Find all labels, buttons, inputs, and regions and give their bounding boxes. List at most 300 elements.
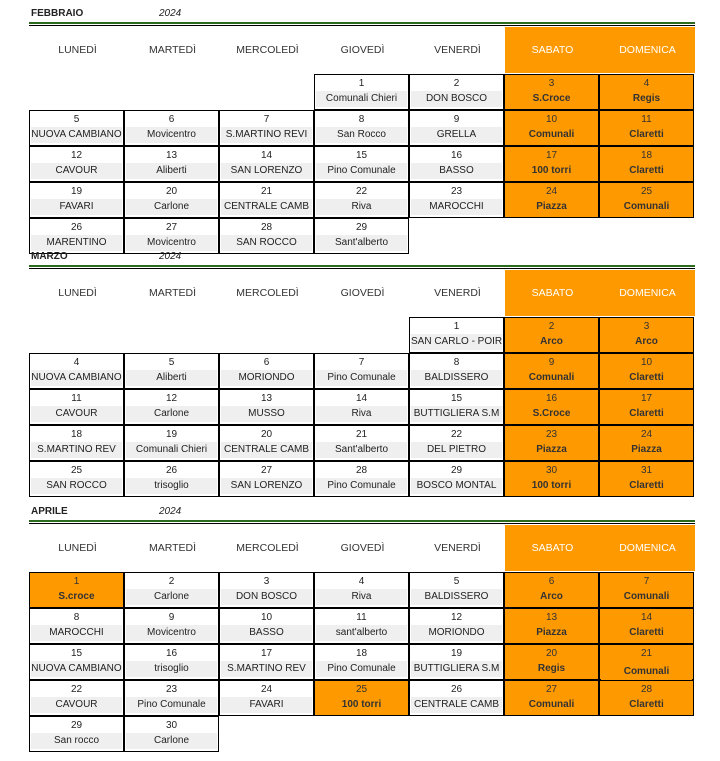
day-cell [314, 146, 409, 182]
day-cell [504, 425, 599, 461]
day-cell [599, 182, 694, 218]
day-number: 13 [260, 393, 273, 404]
day-number: 16 [165, 648, 178, 659]
day-cell [409, 74, 504, 110]
weekday-header: LUNEDÌ [58, 44, 97, 56]
day-cell [599, 74, 694, 110]
day-assignment: Claretti [601, 625, 692, 641]
day-assignment: SAN LORENZO [221, 163, 312, 179]
day-assignment: trisoglio [126, 661, 217, 677]
day-number: 13 [545, 612, 558, 623]
day-cell [409, 353, 504, 389]
day-cell [219, 425, 314, 461]
day-number: 29 [70, 720, 83, 731]
day-number: 21 [640, 648, 653, 659]
day-cell [29, 716, 124, 752]
day-number: 10 [260, 612, 273, 623]
day-assignment: CAVOUR [31, 697, 122, 713]
day-assignment: CENTRALE CAMB [221, 442, 312, 458]
day-assignment: DEL PIETRO [411, 442, 502, 458]
day-cell [314, 218, 409, 254]
day-assignment: Claretti [601, 163, 692, 179]
day-assignment: Aliberti [126, 163, 217, 179]
weekday-header: SABATO [505, 270, 600, 316]
day-number: 6 [263, 357, 270, 368]
day-number: 23 [450, 186, 463, 197]
weekday-header: MARTEDÌ [148, 287, 197, 299]
day-cell [29, 608, 124, 644]
day-cell [599, 644, 694, 680]
day-number: 14 [355, 393, 368, 404]
day-assignment: S.croce [31, 589, 122, 605]
weekday-header: GIOVEDÌ [340, 542, 385, 554]
day-number: 13 [165, 150, 178, 161]
day-number: 18 [70, 429, 83, 440]
day-assignment: Comunali [506, 127, 597, 143]
day-number: 28 [355, 465, 368, 476]
day-cell [504, 608, 599, 644]
day-cell [599, 353, 694, 389]
day-number: 2 [168, 576, 175, 587]
day-cell [504, 644, 599, 680]
day-assignment: Carlone [126, 199, 217, 215]
day-number: 12 [450, 612, 463, 623]
day-cell [29, 389, 124, 425]
day-assignment: Carlone [126, 589, 217, 605]
day-assignment: BASSO [221, 625, 312, 641]
day-assignment: CAVOUR [31, 406, 122, 422]
day-number: 6 [548, 576, 555, 587]
day-assignment: S.MARTINO REV [221, 661, 312, 677]
day-assignment: Regis [601, 91, 692, 107]
month-block-aprile [0, 506, 720, 746]
day-assignment: BOSCO MONTAL [411, 478, 502, 494]
day-assignment: Comunali [506, 697, 597, 713]
day-assignment: Regis [506, 661, 597, 677]
day-number: 9 [453, 114, 460, 125]
day-cell [504, 353, 599, 389]
day-number: 9 [168, 612, 175, 623]
day-number: 26 [165, 465, 178, 476]
day-assignment: MUSSO [221, 406, 312, 422]
day-assignment: Sant'alberto [316, 235, 407, 251]
day-cell [314, 608, 409, 644]
month-title: APRILE [31, 506, 68, 517]
day-number: 27 [260, 465, 273, 476]
day-cell [219, 572, 314, 608]
day-cell [409, 182, 504, 218]
day-assignment: Riva [316, 589, 407, 605]
day-cell [124, 425, 219, 461]
day-number: 10 [640, 357, 653, 368]
header-rule [29, 265, 695, 267]
weekday-header: MARTEDÌ [148, 542, 197, 554]
day-number: 16 [545, 393, 558, 404]
day-cell [124, 644, 219, 680]
day-number: 3 [548, 78, 555, 89]
day-number: 18 [640, 150, 653, 161]
day-number: 24 [260, 684, 273, 695]
day-cell [219, 182, 314, 218]
day-number: 29 [355, 222, 368, 233]
day-cell [504, 74, 599, 110]
day-number: 1 [73, 576, 80, 587]
day-number: 11 [71, 393, 82, 404]
day-number: 7 [358, 357, 365, 368]
day-number: 2 [453, 78, 460, 89]
day-assignment: SAN ROCCO [31, 478, 122, 494]
day-number: 3 [643, 321, 650, 332]
day-cell [599, 146, 694, 182]
day-number: 20 [545, 648, 558, 659]
day-number: 16 [450, 150, 463, 161]
day-cell [409, 644, 504, 680]
day-number: 29 [450, 465, 463, 476]
day-cell [599, 389, 694, 425]
day-assignment: SAN LORENZO [221, 478, 312, 494]
day-cell [124, 680, 219, 716]
day-number: 23 [165, 684, 178, 695]
day-cell [504, 182, 599, 218]
weekday-header: DOMENICA [600, 525, 695, 571]
day-cell [29, 218, 124, 254]
day-assignment: Comunali [601, 589, 692, 605]
weekday-header: SABATO [505, 27, 600, 73]
day-number: 26 [70, 222, 83, 233]
day-number: 17 [640, 393, 653, 404]
day-number: 26 [450, 684, 463, 695]
day-number: 15 [355, 150, 368, 161]
weekday-header: LUNEDÌ [58, 287, 97, 299]
day-number: 17 [545, 150, 558, 161]
day-assignment: S.MARTINO REV [31, 442, 122, 458]
day-cell [219, 218, 314, 254]
weekday-header: VENERDÌ [434, 542, 481, 554]
day-number: 22 [450, 429, 463, 440]
day-cell [219, 680, 314, 716]
day-number: 9 [548, 357, 555, 368]
day-cell [314, 110, 409, 146]
weekday-header: VENERDÌ [434, 287, 481, 299]
day-number: 8 [453, 357, 460, 368]
day-assignment: NUOVA CAMBIANO [31, 127, 122, 143]
day-assignment: Arco [506, 589, 597, 605]
day-cell [29, 146, 124, 182]
day-cell [124, 572, 219, 608]
day-assignment: MARENTINO [31, 235, 122, 251]
day-cell [599, 110, 694, 146]
day-cell [504, 110, 599, 146]
day-assignment: Comunali [506, 370, 597, 386]
day-number: 22 [70, 684, 83, 695]
day-number: 30 [165, 720, 178, 731]
day-number: 28 [640, 684, 653, 695]
day-number: 2 [548, 321, 555, 332]
day-cell [314, 182, 409, 218]
day-number: 20 [260, 429, 273, 440]
day-number: 14 [640, 612, 653, 623]
day-number: 27 [545, 684, 558, 695]
day-assignment: MAROCCHI [411, 199, 502, 215]
day-assignment: SAN ROCCO [221, 235, 312, 251]
day-number: 19 [165, 429, 178, 440]
day-number: 12 [70, 150, 83, 161]
day-assignment: Piazza [506, 199, 597, 215]
day-cell [409, 572, 504, 608]
day-number: 7 [263, 114, 270, 125]
day-cell [599, 680, 694, 716]
day-number: 7 [643, 576, 650, 587]
day-number: 27 [165, 222, 178, 233]
day-cell [314, 461, 409, 497]
day-number: 25 [355, 684, 368, 695]
day-assignment: Claretti [601, 478, 692, 494]
day-number: 25 [640, 186, 653, 197]
day-assignment: CENTRALE CAMB [411, 697, 502, 713]
day-assignment: Piazza [506, 442, 597, 458]
day-assignment: Movicentro [126, 127, 217, 143]
day-cell [219, 146, 314, 182]
day-cell [504, 389, 599, 425]
day-number: 14 [260, 150, 273, 161]
day-number: 12 [165, 393, 178, 404]
day-cell [124, 389, 219, 425]
day-number: 4 [73, 357, 80, 368]
day-assignment: DON BOSCO [411, 91, 502, 107]
day-cell [124, 110, 219, 146]
month-block-marzo [0, 251, 720, 491]
day-assignment: Arco [601, 334, 692, 350]
day-assignment: BALDISSERO [411, 370, 502, 386]
day-number: 21 [260, 186, 273, 197]
day-cell [29, 425, 124, 461]
day-number: 10 [545, 114, 558, 125]
day-number: 28 [260, 222, 273, 233]
header-rule [29, 22, 695, 24]
day-assignment: MORIONDO [411, 625, 502, 641]
day-cell [314, 680, 409, 716]
day-number: 6 [168, 114, 175, 125]
day-number: 1 [453, 321, 460, 332]
header-rule [29, 520, 695, 522]
day-cell [219, 353, 314, 389]
day-assignment: CAVOUR [31, 163, 122, 179]
day-assignment: 100 torri [316, 697, 407, 713]
day-assignment: BASSO [411, 163, 502, 179]
day-cell [124, 461, 219, 497]
day-cell [29, 644, 124, 680]
day-number: 23 [545, 429, 558, 440]
day-assignment: NUOVA CAMBIANO [31, 370, 122, 386]
day-number: 15 [450, 393, 463, 404]
day-cell [504, 461, 599, 497]
day-number: 24 [545, 186, 558, 197]
day-assignment: Riva [316, 406, 407, 422]
day-assignment: Comunali [601, 199, 692, 215]
header-rule [29, 523, 695, 524]
day-number: 8 [358, 114, 365, 125]
day-number: 8 [73, 612, 80, 623]
day-number: 30 [545, 465, 558, 476]
day-cell [219, 461, 314, 497]
day-assignment: Piazza [601, 442, 692, 458]
day-number: 11 [641, 114, 652, 125]
day-number: 15 [70, 648, 83, 659]
day-cell [409, 110, 504, 146]
day-cell [409, 680, 504, 716]
day-cell [599, 572, 694, 608]
weekday-header: MARTEDÌ [148, 44, 197, 56]
day-cell [504, 572, 599, 608]
day-cell [599, 608, 694, 644]
day-number: 24 [640, 429, 653, 440]
day-cell [409, 608, 504, 644]
weekday-header: DOMENICA [600, 27, 695, 73]
day-cell [29, 182, 124, 218]
day-cell [599, 425, 694, 461]
day-number: 22 [355, 186, 368, 197]
day-cell [124, 716, 219, 752]
day-assignment: Carlone [126, 406, 217, 422]
day-assignment: Carlone [126, 733, 217, 749]
header-rule [29, 25, 695, 26]
day-cell [314, 572, 409, 608]
day-cell [409, 425, 504, 461]
day-assignment: Pino Comunale [316, 661, 407, 677]
day-assignment: Claretti [601, 127, 692, 143]
day-cell [409, 317, 504, 353]
day-assignment: San rocco [31, 733, 122, 749]
day-assignment: CENTRALE CAMB [221, 199, 312, 215]
weekday-header: MERCOLEDÌ [236, 44, 299, 56]
weekday-header: MERCOLEDÌ [236, 287, 299, 299]
day-cell [124, 218, 219, 254]
day-assignment: Piazza [506, 625, 597, 641]
day-assignment: MAROCCHI [31, 625, 122, 641]
day-assignment: SAN CARLO - POIR [411, 334, 502, 350]
weekday-header: SABATO [505, 525, 600, 571]
month-year: 2024 [159, 8, 182, 19]
day-cell [29, 353, 124, 389]
day-assignment: San Rocco [316, 127, 407, 143]
day-number: 3 [263, 576, 270, 587]
weekday-header: GIOVEDÌ [340, 44, 385, 56]
day-cell [29, 461, 124, 497]
day-assignment: Pino Comunale [126, 697, 217, 713]
day-assignment: Riva [316, 199, 407, 215]
day-number: 20 [165, 186, 178, 197]
day-assignment: Pino Comunale [316, 370, 407, 386]
day-cell [504, 146, 599, 182]
day-cell [409, 146, 504, 182]
day-assignment: BALDISSERO [411, 589, 502, 605]
day-number: 5 [73, 114, 80, 125]
day-assignment: Pino Comunale [316, 163, 407, 179]
day-cell [504, 317, 599, 353]
day-assignment: sant'alberto [316, 625, 407, 641]
day-number: 19 [450, 648, 463, 659]
day-cell [314, 644, 409, 680]
month-year: 2024 [159, 506, 182, 517]
day-cell [124, 353, 219, 389]
day-assignment: BUTTIGLIERA S.M [411, 406, 502, 422]
day-assignment: Claretti [601, 697, 692, 713]
weekday-header: VENERDÌ [434, 44, 481, 56]
day-cell [599, 317, 694, 353]
day-assignment: Comunali [601, 664, 692, 680]
weekday-header: GIOVEDÌ [340, 287, 385, 299]
day-cell [124, 182, 219, 218]
day-cell [219, 389, 314, 425]
day-assignment: 100 torri [506, 478, 597, 494]
day-assignment: S.Croce [506, 406, 597, 422]
day-assignment: S.Croce [506, 91, 597, 107]
header-rule [29, 268, 695, 269]
day-assignment: FAVARI [31, 199, 122, 215]
day-number: 4 [643, 78, 650, 89]
day-assignment: Pino Comunale [316, 478, 407, 494]
day-cell [504, 680, 599, 716]
day-assignment: DON BOSCO [221, 589, 312, 605]
month-year: 2024 [159, 251, 182, 262]
day-number: 25 [70, 465, 83, 476]
day-cell [29, 680, 124, 716]
day-assignment: FAVARI [221, 697, 312, 713]
weekday-header: MERCOLEDÌ [236, 542, 299, 554]
day-assignment: trisoglio [126, 478, 217, 494]
day-cell [124, 608, 219, 644]
day-cell [124, 146, 219, 182]
month-title: FEBBRAIO [31, 8, 84, 19]
day-number: 18 [355, 648, 368, 659]
month-title: MARZO [31, 251, 68, 262]
day-assignment: NUOVA CAMBIANO [31, 661, 122, 677]
day-cell [29, 572, 124, 608]
day-number: 19 [70, 186, 83, 197]
day-number: 4 [358, 576, 365, 587]
day-cell [29, 110, 124, 146]
day-assignment: Comunali Chieri [316, 91, 407, 107]
day-cell [314, 353, 409, 389]
day-number: 31 [640, 465, 653, 476]
day-number: 1 [358, 78, 365, 89]
weekday-header: DOMENICA [600, 270, 695, 316]
day-assignment: Arco [506, 334, 597, 350]
day-assignment: Claretti [601, 406, 692, 422]
day-assignment: BUTTIGLIERA S.M [411, 661, 502, 677]
day-cell [219, 644, 314, 680]
day-number: 5 [453, 576, 460, 587]
day-assignment: Sant'alberto [316, 442, 407, 458]
day-number: 5 [168, 357, 175, 368]
month-block-febbraio [0, 8, 720, 248]
day-cell [314, 389, 409, 425]
day-number: 11 [356, 612, 367, 623]
day-assignment: 100 torri [506, 163, 597, 179]
day-number: 17 [260, 648, 273, 659]
weekday-header: LUNEDÌ [58, 542, 97, 554]
day-assignment: GRELLA [411, 127, 502, 143]
day-assignment: S.MARTINO REVI [221, 127, 312, 143]
day-cell [409, 389, 504, 425]
day-assignment: Claretti [601, 370, 692, 386]
day-assignment: Comunali Chieri [126, 442, 217, 458]
day-cell [219, 608, 314, 644]
day-cell [409, 461, 504, 497]
day-cell [599, 461, 694, 497]
day-assignment: Aliberti [126, 370, 217, 386]
day-cell [314, 74, 409, 110]
